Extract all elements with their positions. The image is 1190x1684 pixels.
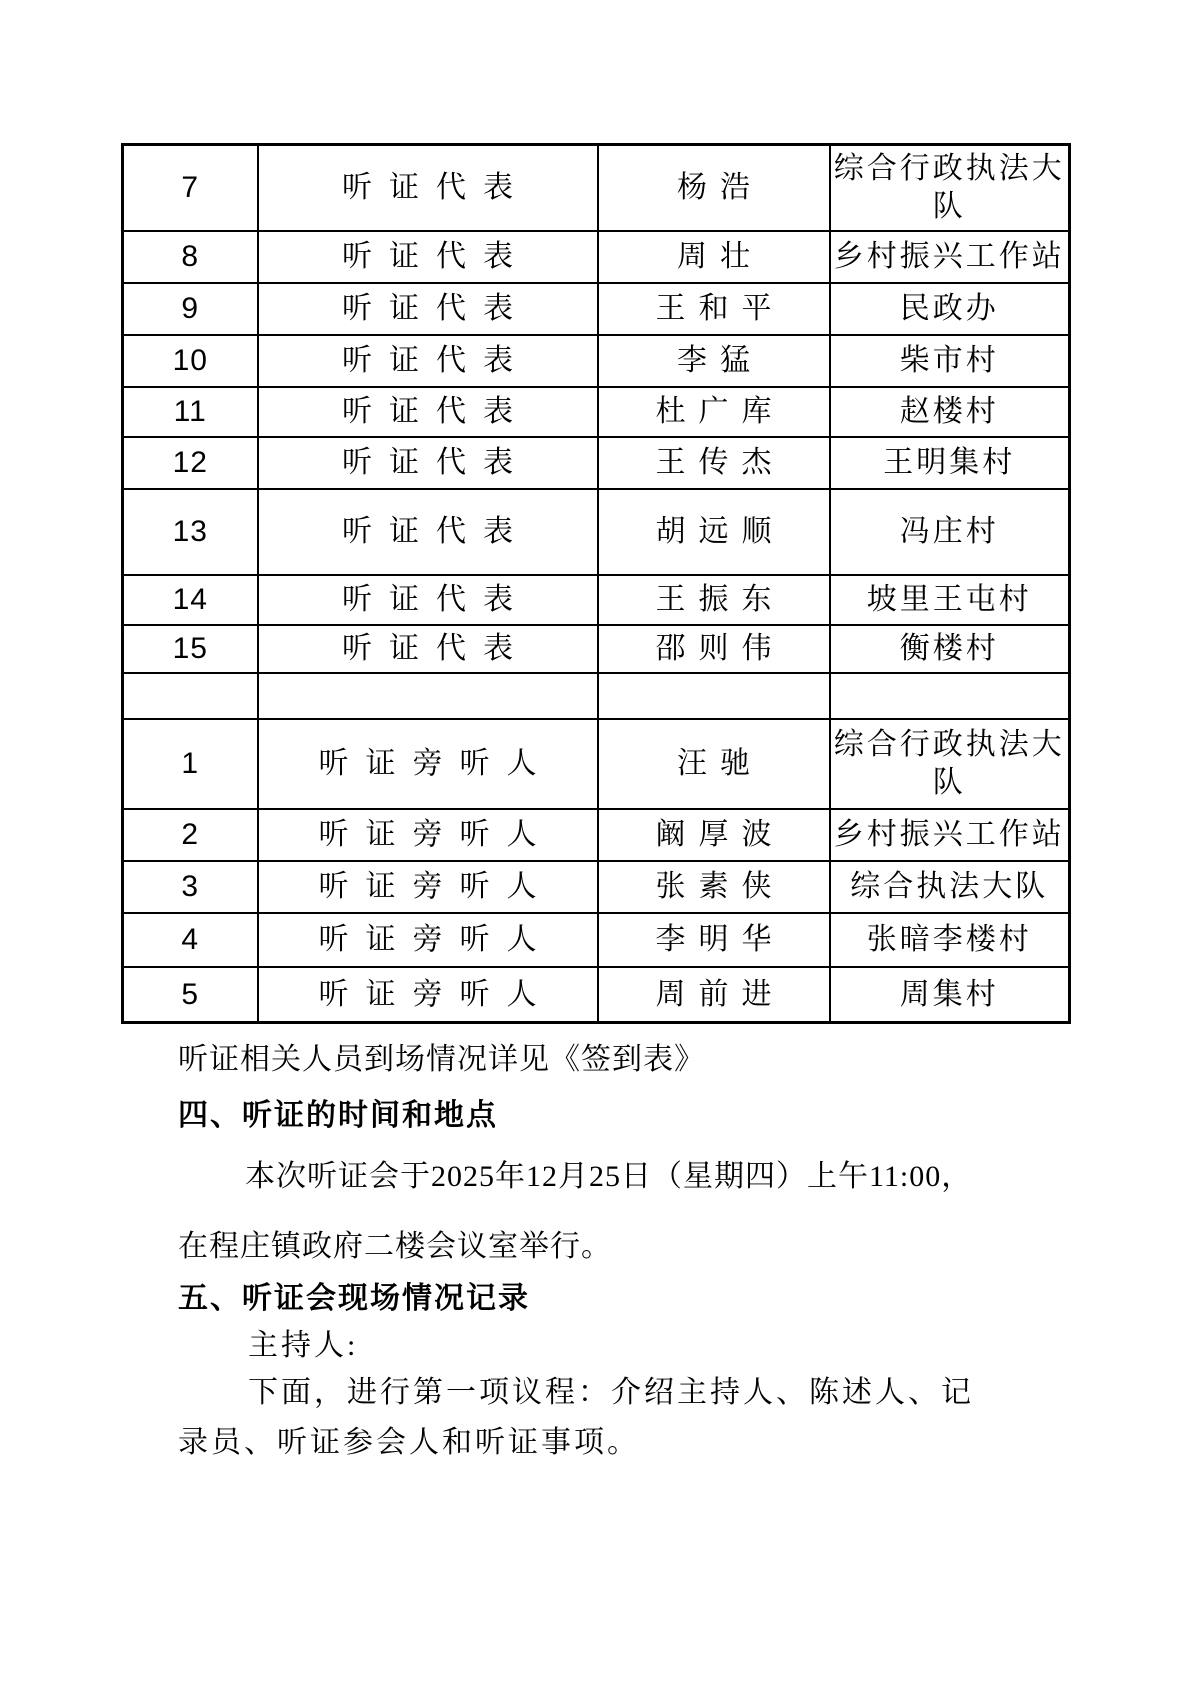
seq-cell: 7: [123, 145, 258, 231]
name-cell: 李猛: [598, 335, 830, 387]
org-cell: 柴市村: [830, 335, 1070, 387]
seq-cell: 13: [123, 489, 258, 575]
section4-line2: 在程庄镇政府二楼会议室举行。: [178, 1230, 612, 1263]
name-cell: 周前进: [598, 967, 830, 1023]
role-cell: 听证代表: [258, 575, 598, 625]
org-cell: 综合行政执法大队: [830, 719, 1070, 809]
moderator-label: 主持人:: [248, 1329, 359, 1362]
seq-cell: 2: [123, 809, 258, 861]
org-cell: 冯庄村: [830, 489, 1070, 575]
name-cell: [598, 673, 830, 719]
org-cell: 综合行政执法大队: [830, 145, 1070, 231]
agenda-line1: 下面，进行第一项议程：介绍主持人、陈述人、记: [248, 1376, 974, 1409]
section4-heading: 四、听证的时间和地点: [178, 1099, 498, 1132]
role-cell: 听证旁听人: [258, 719, 598, 809]
seq-cell: 3: [123, 861, 258, 913]
table-row: [123, 719, 1070, 809]
seq-cell: 1: [123, 719, 258, 809]
table-row: [123, 231, 1070, 283]
org-cell: 王明集村: [830, 437, 1070, 489]
table-row: [123, 673, 1070, 719]
role-cell: 听证旁听人: [258, 861, 598, 913]
table-row: [123, 283, 1070, 335]
org-cell: [830, 673, 1070, 719]
seq-cell: 5: [123, 967, 258, 1023]
org-cell: 综合执法大队: [830, 861, 1070, 913]
seq-cell: 14: [123, 575, 258, 625]
name-cell: 王振东: [598, 575, 830, 625]
name-cell: 周壮: [598, 231, 830, 283]
table-row: [123, 625, 1070, 673]
name-cell: 王和平: [598, 283, 830, 335]
org-cell: 民政办: [830, 283, 1070, 335]
role-cell: [258, 673, 598, 719]
name-cell: 胡远顺: [598, 489, 830, 575]
signin-note: 听证相关人员到场情况详见《签到表》: [178, 1043, 705, 1076]
table-row: [123, 145, 1070, 231]
name-cell: 阚厚波: [598, 809, 830, 861]
seq-cell: 9: [123, 283, 258, 335]
org-cell: 坡里王屯村: [830, 575, 1070, 625]
role-cell: 听证旁听人: [258, 809, 598, 861]
role-cell: 听证代表: [258, 625, 598, 673]
seq-cell: 10: [123, 335, 258, 387]
name-cell: 邵则伟: [598, 625, 830, 673]
section5-heading: 五、听证会现场情况记录: [178, 1282, 530, 1315]
seq-cell: 4: [123, 913, 258, 967]
org-cell: 张暗李楼村: [830, 913, 1070, 967]
table-row: [123, 809, 1070, 861]
table-row: [123, 335, 1070, 387]
name-cell: 王传杰: [598, 437, 830, 489]
name-cell: 杨浩: [598, 145, 830, 231]
agenda-line2: 录员、听证参会人和听证事项。: [178, 1426, 640, 1459]
name-cell: 张素侠: [598, 861, 830, 913]
role-cell: 听证代表: [258, 231, 598, 283]
seq-cell: 11: [123, 387, 258, 437]
role-cell: 听证代表: [258, 145, 598, 231]
table-row: [123, 387, 1070, 437]
seq-cell: 8: [123, 231, 258, 283]
role-cell: 听证代表: [258, 387, 598, 437]
name-cell: 汪驰: [598, 719, 830, 809]
org-cell: 乡村振兴工作站: [830, 809, 1070, 861]
org-cell: 赵楼村: [830, 387, 1070, 437]
role-cell: 听证代表: [258, 283, 598, 335]
role-cell: 听证旁听人: [258, 967, 598, 1023]
seq-cell: 12: [123, 437, 258, 489]
table-row: [123, 489, 1070, 575]
seq-cell: [123, 673, 258, 719]
table-row: [123, 913, 1070, 967]
name-cell: 李明华: [598, 913, 830, 967]
org-cell: 周集村: [830, 967, 1070, 1023]
name-cell: 杜广库: [598, 387, 830, 437]
table-row: [123, 575, 1070, 625]
role-cell: 听证旁听人: [258, 913, 598, 967]
seq-cell: 15: [123, 625, 258, 673]
role-cell: 听证代表: [258, 489, 598, 575]
attendee-table: [121, 143, 1071, 1024]
role-cell: 听证代表: [258, 437, 598, 489]
table-row: [123, 967, 1070, 1023]
table-row: [123, 861, 1070, 913]
role-cell: 听证代表: [258, 335, 598, 387]
section4-line1: 本次听证会于2025年12月25日（星期四）上午11:00，: [245, 1160, 973, 1193]
table-row: [123, 437, 1070, 489]
org-cell: 衡楼村: [830, 625, 1070, 673]
org-cell: 乡村振兴工作站: [830, 231, 1070, 283]
